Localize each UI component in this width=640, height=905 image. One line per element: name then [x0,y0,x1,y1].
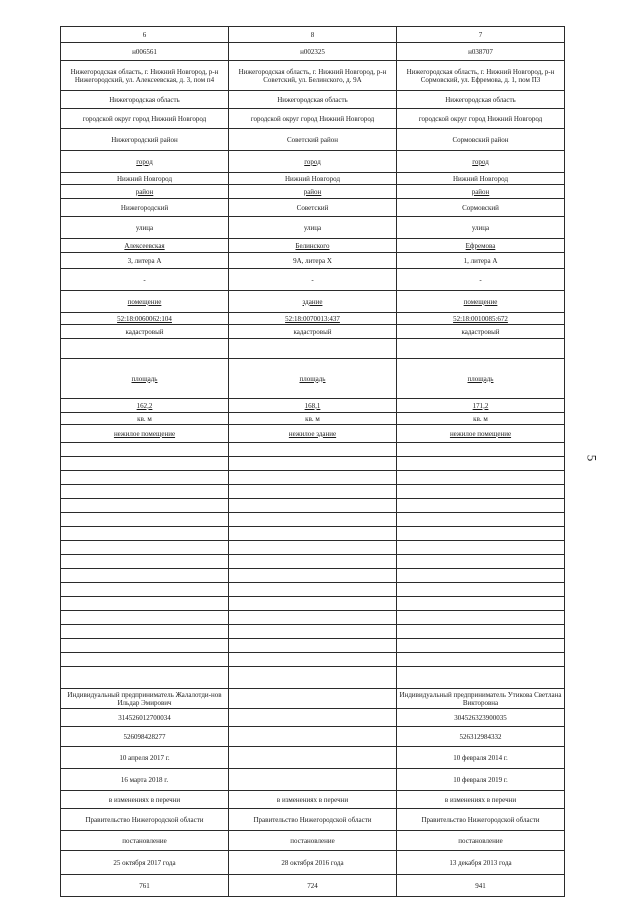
table-cell [397,527,565,541]
cell-text: площадь [131,374,158,383]
table-row [61,569,565,583]
table-cell [229,583,397,597]
table-cell [229,217,397,239]
table-row [61,747,565,769]
cell-text: 761 [139,881,150,890]
table-cell [61,689,229,709]
table-cell [397,61,565,91]
table-row [61,109,565,129]
cell-text: город [136,157,153,166]
table-cell [397,173,565,185]
table-cell [229,527,397,541]
table-cell [61,569,229,583]
cell-text: Нижегородская область [109,95,180,104]
cell-text: район [135,187,154,196]
table-row [61,339,565,359]
table-cell [397,339,565,359]
table-cell [397,569,565,583]
table-cell [61,43,229,61]
cell-text: город [304,157,321,166]
table-cell [229,611,397,625]
table-row [61,667,565,689]
table-cell [61,875,229,897]
cell-text: в изменениях в перечни [276,795,349,804]
table-cell [61,313,229,325]
table-row [61,291,565,313]
table-row [61,611,565,625]
table-cell [397,653,565,667]
table-row [61,399,565,413]
table-row [61,425,565,443]
cell-text: городской округ город Нижний Новгород [250,114,375,123]
table-row [61,199,565,217]
cell-text: Нижегородская область, г. Нижний Новгород, р-н Нижегородский, ул. Алексеевская, д. 3, пом п4 [70,67,219,84]
table-cell [397,791,565,809]
table-cell [61,413,229,425]
table-row [61,239,565,253]
table-cell [397,747,565,769]
table-cell [229,199,397,217]
table-row [61,485,565,499]
table-cell [229,269,397,291]
table-row [61,185,565,199]
table-cell [397,443,565,457]
table-cell [397,151,565,173]
table-body [61,43,565,897]
cell-text: Индивидуальный предприниматель Утикова Светлана Викторовна [399,690,562,707]
table-row [61,471,565,485]
table-cell [229,413,397,425]
table-cell [229,569,397,583]
table-cell [397,313,565,325]
cell-text: площадь [299,374,326,383]
table-cell [229,727,397,747]
table-cell [61,129,229,151]
table-cell [229,339,397,359]
table-cell [61,727,229,747]
table-cell [397,109,565,129]
cell-text: Советский район [286,135,339,144]
table-cell [397,217,565,239]
table-cell [229,313,397,325]
cell-text: Нижний Новгород [284,174,341,183]
table-cell [61,173,229,185]
cell-text: город [472,157,489,166]
cell-text: нежилое здание [288,429,337,438]
table-cell [61,513,229,527]
table-cell [229,513,397,527]
table-row [61,269,565,291]
table-cell [397,709,565,727]
cell-text: кв. м [473,414,488,423]
table-cell [61,109,229,129]
table-cell [397,513,565,527]
table-cell [61,151,229,173]
cell-text: помещение [127,297,162,306]
cell-text: 171,2 [472,401,489,410]
table-cell [397,597,565,611]
table-cell [229,239,397,253]
table-cell [61,185,229,199]
cell-text: 941 [475,881,486,890]
cell-text: 168,1 [304,401,321,410]
table-cell [229,769,397,791]
table-row [61,151,565,173]
cell-text: Правительство Нижегородской области [85,815,204,824]
cell-text: Нижегородский [120,203,169,212]
cell-text: Нижегородская область [445,95,516,104]
table-cell [61,471,229,485]
cell-text: Белинского [295,241,330,250]
table-cell [61,653,229,667]
table-row [61,689,565,709]
table-cell [229,43,397,61]
table-cell [229,457,397,471]
cell-text: 1, литера А [463,256,498,265]
table-row [61,129,565,151]
table-cell [397,809,565,831]
table-row [61,253,565,269]
column-number: 7 [397,27,565,43]
cell-text: Нижегородская область, г. Нижний Новгород, р-н Сормовский, ул. Ефремова, д. 1, пом П3 [406,67,555,84]
table-cell [229,109,397,129]
table-cell [397,399,565,413]
table-cell [397,239,565,253]
column-number-row [61,27,565,43]
table-cell [397,541,565,555]
cell-text: улица [471,223,490,232]
table-cell [397,639,565,653]
table-cell [397,611,565,625]
cell-text: кадастровый [293,327,332,336]
table-cell [61,239,229,253]
cell-text: 9А, литера Х [293,256,332,265]
cell-text: район [471,187,490,196]
table-cell [61,555,229,569]
table-cell [61,499,229,513]
cell-text: 10 февраля 2019 г. [453,775,508,784]
cell-text: постановление [290,836,335,845]
cell-text: улица [303,223,322,232]
table-cell [61,399,229,413]
cell-text: кв. м [137,414,152,423]
table-cell [229,499,397,513]
cell-text: Алексеевская [124,241,165,250]
cell-text: нежилое помещение [449,429,512,438]
cell-text: - [311,275,314,284]
cell-text: Советский [296,203,329,212]
cell-text: н038707 [468,47,493,56]
table-cell [229,875,397,897]
cell-text: Индивидуальный предприниматель Жалалотди-нов Ильдар Эмирович [67,690,222,707]
table-cell [397,43,565,61]
cell-text: площадь [467,374,494,383]
table-cell [397,291,565,313]
table-cell [397,625,565,639]
table-row [61,443,565,457]
cell-text: Правительство Нижегородской области [421,815,540,824]
cell-text: Нижегородская область [277,95,348,104]
table-cell [61,339,229,359]
table-cell [229,667,397,689]
table-row [61,851,565,875]
cell-text: - [479,275,482,284]
table-cell [61,791,229,809]
cell-text: 16 марта 2018 г. [120,775,169,784]
table-cell [397,185,565,199]
table-cell [229,597,397,611]
table-cell [229,471,397,485]
table-cell [61,61,229,91]
table-cell [61,91,229,109]
table-cell [61,457,229,471]
cell-text: Правительство Нижегородской области [253,815,372,824]
table-cell [229,173,397,185]
table-cell [397,91,565,109]
cell-text: 314526012700034 [118,713,171,722]
table-row [61,91,565,109]
table-cell [229,831,397,851]
table-cell [397,325,565,339]
table-cell [397,667,565,689]
page-number: 5 [584,454,600,462]
cell-text: н006561 [132,47,157,56]
table-cell [229,791,397,809]
table-cell [229,653,397,667]
table-row [61,499,565,513]
cell-text: н002325 [300,47,325,56]
table-row [61,173,565,185]
cell-text: городской округ город Нижний Новгород [418,114,543,123]
table-cell [61,769,229,791]
table-cell [61,747,229,769]
table-cell [397,769,565,791]
cell-text: кв. м [305,414,320,423]
cell-text: 52:18:0010085:672 [453,314,508,323]
table-cell [229,709,397,727]
table-row [61,769,565,791]
table-cell [229,291,397,313]
table-cell [61,485,229,499]
cell-text: кадастровый [461,327,500,336]
table-row [61,791,565,809]
table-cell [229,625,397,639]
table-cell [397,727,565,747]
cell-text: 526312984332 [459,732,502,741]
table-cell [397,875,565,897]
table-cell [229,359,397,399]
cell-text: 52:18:0070013:437 [285,314,340,323]
table-row [61,527,565,541]
cell-text: Нижегородский район [111,135,178,144]
table-cell [397,485,565,499]
table-cell [229,443,397,457]
table-cell [229,61,397,91]
table-row [61,709,565,727]
table-cell [397,457,565,471]
table-cell [397,425,565,443]
table-cell [229,541,397,555]
table-cell [229,809,397,831]
cell-text: Сормовский район [452,135,509,144]
table-cell [61,541,229,555]
table-cell [229,851,397,875]
table-row [61,583,565,597]
table-row [61,217,565,239]
cell-text: 25 октября 2017 года [113,858,176,867]
table-cell [229,485,397,499]
table-row [61,809,565,831]
table-cell [397,831,565,851]
table-row [61,555,565,569]
table-row [61,541,565,555]
table-cell [229,425,397,443]
table-cell [229,689,397,709]
table-cell [61,831,229,851]
table-cell [229,555,397,569]
cell-text: в изменениях в перечни [444,795,517,804]
table-cell [229,151,397,173]
cell-text: 526098428277 [123,732,166,741]
table-row [61,597,565,611]
table-cell [61,527,229,541]
table-row [61,653,565,667]
cell-text: постановление [458,836,503,845]
table-cell [61,269,229,291]
table-cell [397,689,565,709]
cell-text: нежилое помещение [113,429,176,438]
cell-text: 10 апреля 2017 г. [119,753,170,762]
table-cell [61,253,229,269]
cell-text: постановление [122,836,167,845]
table-cell [61,639,229,653]
table-cell [61,809,229,831]
cell-text: 52:18:0060062:104 [117,314,172,323]
cell-text: - [143,275,146,284]
table-cell [61,611,229,625]
cell-text: Нижний Новгород [452,174,509,183]
table-cell [397,583,565,597]
cell-text: здание [302,297,323,306]
table-cell [397,359,565,399]
table-cell [229,253,397,269]
table-cell [61,217,229,239]
table-cell [397,253,565,269]
table-cell [397,555,565,569]
table-cell [397,199,565,217]
cell-text: 10 февраля 2014 г. [453,753,508,762]
cell-text: 304526323900035 [454,713,507,722]
table-cell [61,199,229,217]
table-row [61,457,565,471]
table-row [61,639,565,653]
cell-text: Нижегородская область, г. Нижний Новгород, р-н Советский, ул. Белинского, д. 9А [238,67,387,84]
cell-text: Ефремова [465,241,496,250]
table-cell [61,325,229,339]
table-row [61,413,565,425]
cell-text: Сормовский [462,203,499,212]
cell-text: 28 октября 2016 года [281,858,344,867]
table-cell [61,851,229,875]
table-cell [397,269,565,291]
table-cell [229,399,397,413]
table-cell [61,359,229,399]
table-cell [61,291,229,313]
table-cell [229,639,397,653]
cell-text: 724 [307,881,318,890]
table-cell [397,851,565,875]
table-cell [61,443,229,457]
cell-text: кадастровый [125,327,164,336]
cell-text: помещение [463,297,498,306]
cell-text: 13 декабря 2013 года [449,858,512,867]
table-row [61,875,565,897]
cell-text: район [303,187,322,196]
registry-table [60,26,565,897]
table-cell [61,597,229,611]
cell-text: улица [135,223,154,232]
cell-text: в изменениях в перечни [108,795,181,804]
table-cell [61,667,229,689]
table-row [61,727,565,747]
table-row [61,325,565,339]
column-number: 8 [229,27,397,43]
column-number: 6 [61,27,229,43]
table-cell [61,425,229,443]
table-row [61,359,565,399]
table-cell [397,129,565,151]
table-row [61,831,565,851]
table-cell [61,583,229,597]
cell-text: 162,2 [136,401,153,410]
table-row [61,61,565,91]
table-cell [397,413,565,425]
table-cell [397,471,565,485]
table-cell [397,499,565,513]
table-cell [229,91,397,109]
table-row [61,625,565,639]
cell-text: городской округ город Нижний Новгород [82,114,207,123]
table-cell [229,185,397,199]
table-cell [229,747,397,769]
cell-text: 3, литера А [127,256,162,265]
table-row [61,43,565,61]
table-cell [229,129,397,151]
table-row [61,513,565,527]
cell-text: Нижний Новгород [116,174,173,183]
table-cell [61,709,229,727]
table-row [61,313,565,325]
table-cell [229,325,397,339]
table-cell [61,625,229,639]
